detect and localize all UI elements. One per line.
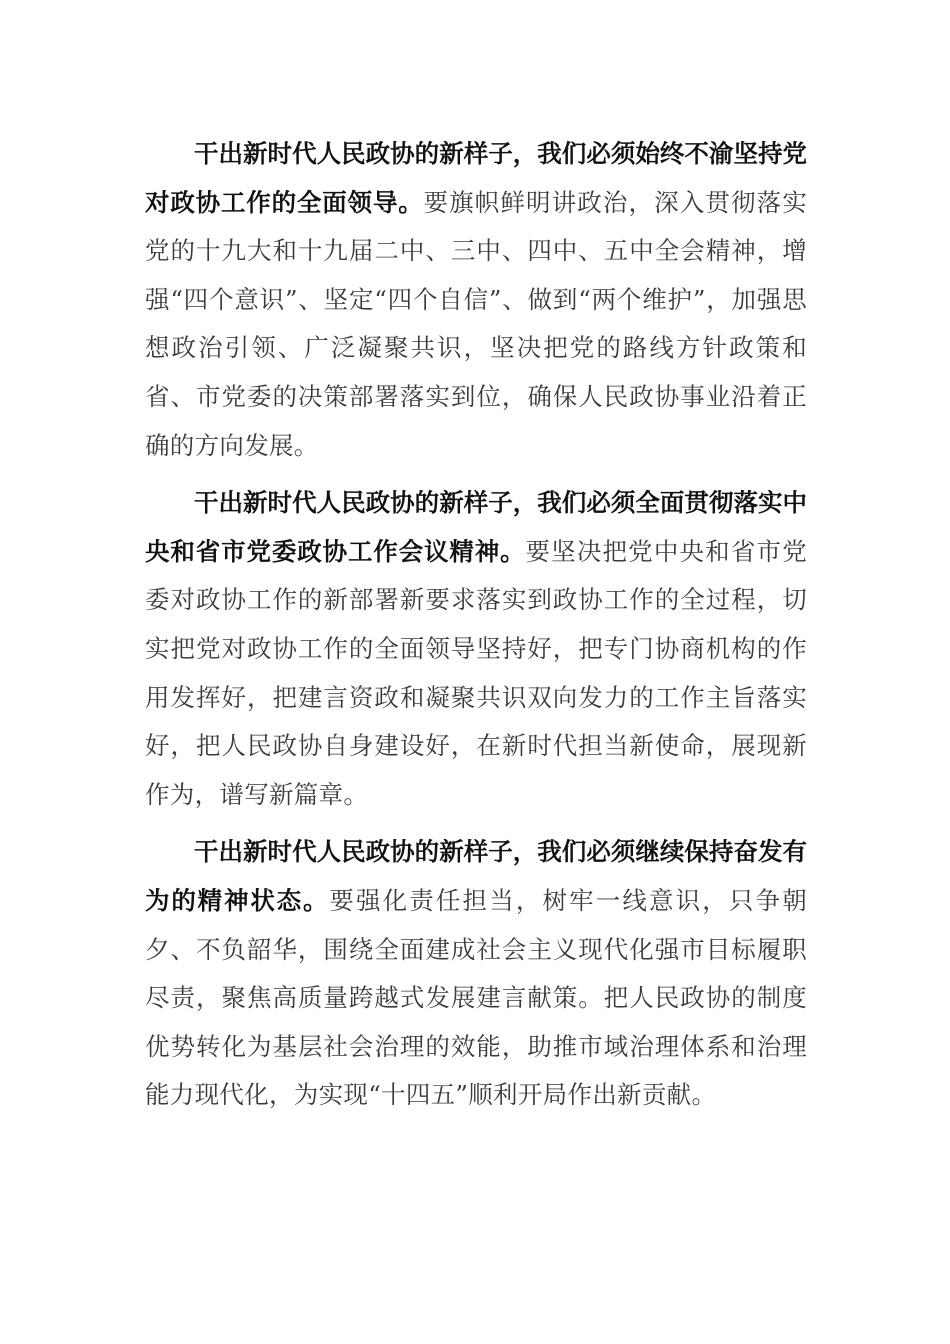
paragraph-2 [145,479,807,819]
paragraph-3-body: 要强化责任担当，树牢一线意识，只争朝夕、不负韶华，围绕全面建成社会主义现代化强市目标履职尽责，聚焦高质量跨越式发展建言献策。把人民政协的制度优势转化为基层社会治理的效能，助推市域治理体系和治理能力现代化，为实现“十四五”顺利开局作出新贡献。 [145,885,808,1110]
paragraph-3 [145,828,807,1120]
paragraph-1-lead: 干出新时代人民政协的新样子，我们必须始终不渝坚持党对政协工作的全面领导。 [145,139,807,217]
paragraph-1 [145,130,807,470]
document-page [145,130,807,1120]
paragraph-1-body: 要旗帜鲜明讲政治，深入贯彻落实党的十九大和十九届二中、三中、四中、五中全会精神，增强“四个意识”、坚定“四个自信”、做到“两个维护”，加强思想政治引领、广泛凝聚共识，坚决把党的路线方针政策和省、市党委的决策部署落实到位，确保人民政协事业沿着正确的方向发展。 [145,187,808,460]
paragraph-2-body: 要坚决把党中央和省市党委对政协工作的新部署新要求落实到政协工作的全过程，切实把党对政协工作的全面领导坚持好，把专门协商机构的作用发挥好，把建言资政和凝聚共识双向发力的工作主旨落实好，把人民政协自身建设好，在新时代担当新使命，展现新作为，谱写新篇章。 [145,536,807,809]
paragraph-3-lead: 干出新时代人民政协的新样子，我们必须继续保持奋发有为的精神状态。 [145,837,807,915]
paragraph-2-lead: 干出新时代人民政协的新样子，我们必须全面贯彻落实中央和省市党委政协工作会议精神。 [145,488,807,566]
